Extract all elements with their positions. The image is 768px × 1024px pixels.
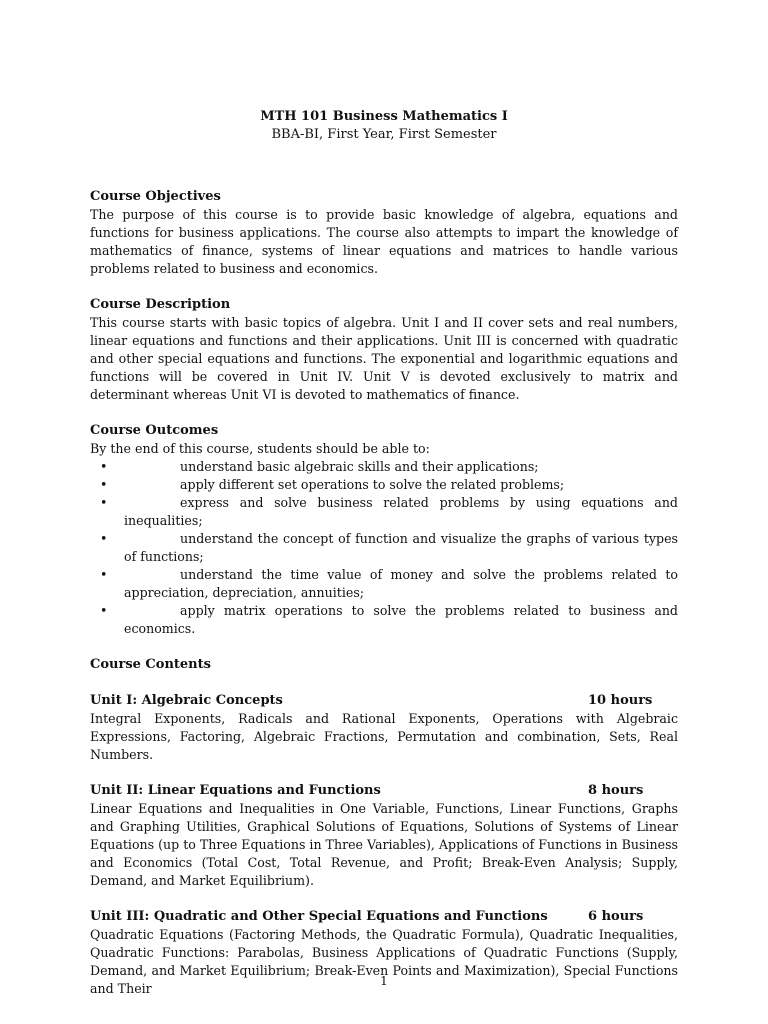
unit-2-header — [90, 782, 678, 800]
unit-1-header — [90, 692, 678, 710]
outcome-text: apply different set operations to solve the related problems; — [180, 477, 565, 492]
description-text: This course starts with basic topics of algebra. Unit I and II cover sets and real numbers, linear equations and functions and their applications. Unit III is concerned with quadratic and other special equations and functions. The exponential and logarithmic equations and functions will be covered in Unit IV. Unit V is devoted exclusively to matrix and determinant whereas Unit VI is devoted to mathematics of finance. — [90, 315, 678, 402]
list-item — [90, 476, 678, 494]
course-title: MTH 101 Business Mathematics I — [260, 109, 508, 124]
unit-text: Quadratic Equations (Factoring Methods, the Quadratic Formula), Quadratic Inequalities, Quadratic Functions: Parabolas, Business Applications of Quadratic Functions (Supply, Demand, and Market Equilibrium; Break-Even Points and Maximization), Special Functions and Their — [90, 927, 678, 996]
objectives-section — [90, 188, 678, 278]
unit-text: Integral Exponents, Radicals and Rational Exponents, Operations with Algebraic Expressions, Factoring, Algebraic Fractions, Permutation and combination, Sets, Real Numbers. — [90, 711, 678, 762]
outcomes-list — [90, 458, 678, 638]
outcome-text: understand the time value of money and solve the problems related to appreciation, depreciation, annuities; — [124, 567, 678, 600]
objectives-heading: Course Objectives — [90, 189, 221, 204]
contents-heading: Course Contents — [90, 657, 211, 672]
outcomes-section — [90, 422, 678, 638]
course-subtitle: BBA-BI, First Year, First Semester — [271, 127, 497, 142]
outcome-text: express and solve business related problems by using equations and inequalities; — [124, 495, 678, 528]
unit-hours: 6 hours — [588, 909, 644, 924]
page-number: 1 — [380, 974, 388, 988]
unit-hours: 10 hours — [588, 693, 653, 708]
page-content — [90, 108, 678, 1016]
unit-text: Linear Equations and Inequalities in One Variable, Functions, Linear Functions, Graphs and Graphing Utilities, Graphical Solutions of Equations, Solutions of Systems of Linear Equations (up to Three Equations in Three Variables), Applications of Functions in Business and Economics (Total Cost, Total Revenue, and Profit; Break-Even Analysis; Supply, Demand, and Market Equilibrium). — [90, 801, 679, 888]
list-item — [90, 530, 678, 566]
bullet-icon: • — [100, 477, 108, 492]
list-item — [90, 494, 678, 530]
unit-title: Unit II: Linear Equations and Functions — [90, 783, 381, 798]
description-heading: Course Description — [90, 297, 231, 312]
objectives-text: The purpose of this course is to provide basic knowledge of algebra, equations and functions for business applications. The course also attempts to impart the knowledge of mathematics of finance, systems of linear equations and matrices to handle various problems related to business and economics. — [90, 207, 678, 276]
bullet-icon: • — [100, 459, 108, 474]
outcome-text: understand the concept of function and visualize the graphs of various types of functions; — [124, 531, 678, 564]
unit-hours: 8 hours — [588, 783, 644, 798]
outcomes-heading: Course Outcomes — [90, 423, 219, 438]
bullet-icon: • — [100, 531, 108, 546]
list-item — [90, 566, 678, 602]
unit-2 — [90, 782, 678, 890]
unit-title: Unit I: Algebraic Concepts — [90, 693, 283, 708]
list-item — [90, 458, 678, 476]
unit-3-header — [90, 908, 678, 926]
list-item — [90, 602, 678, 638]
description-section — [90, 296, 678, 404]
bullet-icon: • — [100, 567, 108, 582]
bullet-icon: • — [100, 495, 108, 510]
bullet-icon: • — [100, 603, 108, 618]
contents-section — [90, 656, 678, 674]
outcome-text: understand basic algebraic skills and their applications; — [180, 459, 539, 474]
unit-1 — [90, 692, 678, 764]
unit-title: Unit III: Quadratic and Other Special Equations and Functions — [90, 909, 548, 924]
outcome-text: apply matrix operations to solve the problems related to business and economics. — [124, 603, 678, 636]
outcomes-intro: By the end of this course, students should be able to: — [90, 441, 430, 456]
